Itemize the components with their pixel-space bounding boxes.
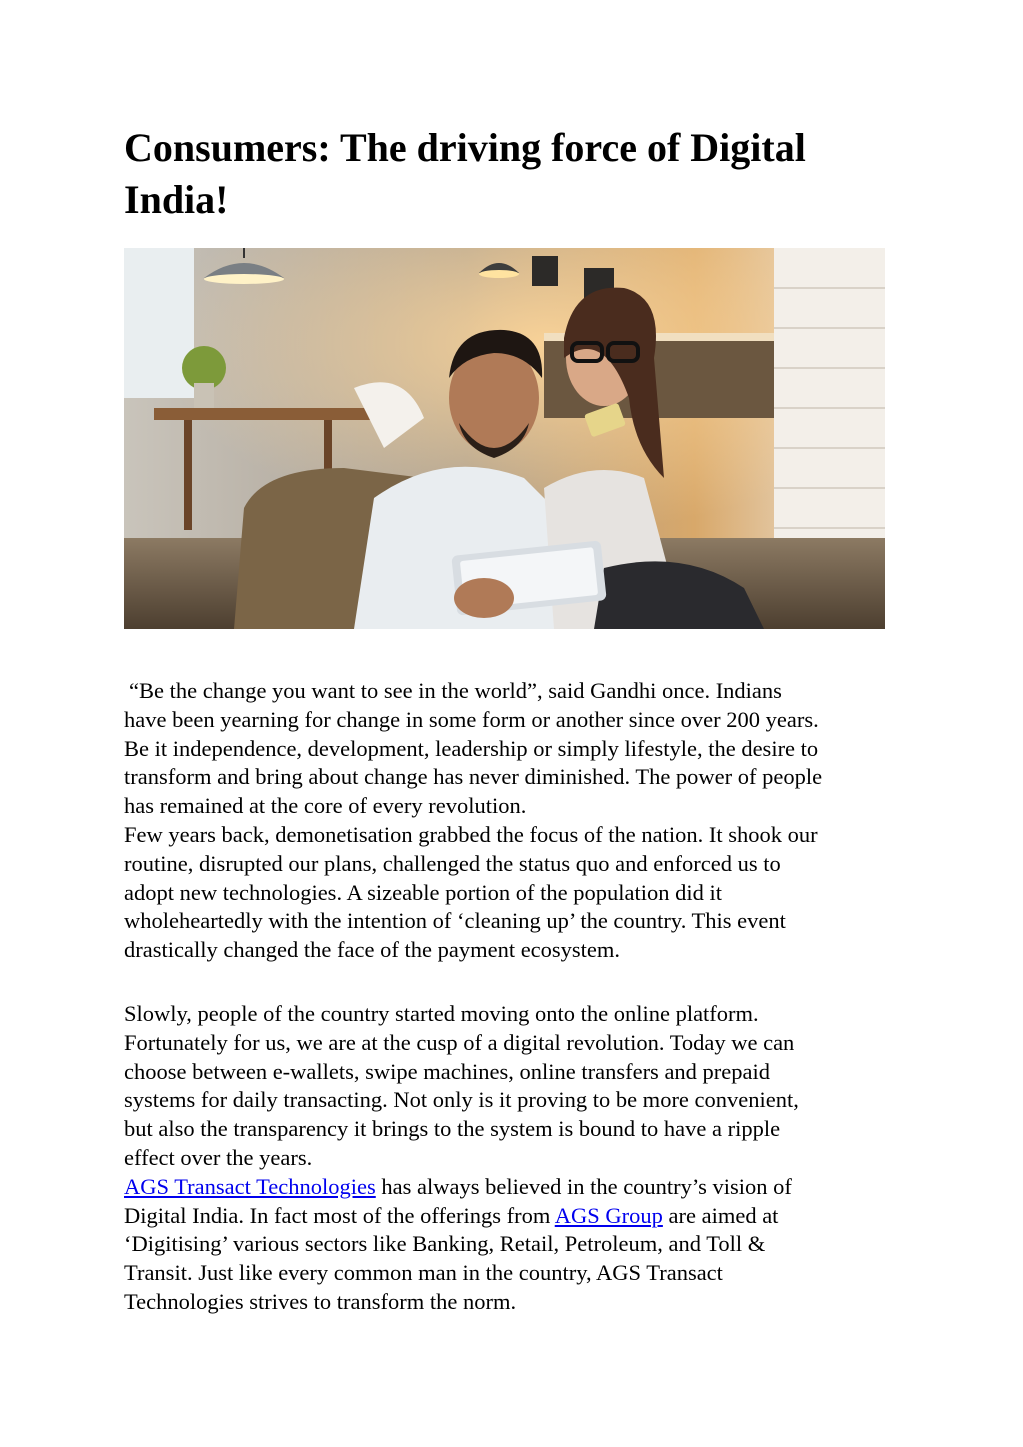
- couple-with-tablet-illustration: [124, 248, 885, 629]
- text-line: have been yearning for change in some form or another since over 200 years.: [124, 706, 819, 732]
- digital-revolution-paragraph: [124, 1000, 914, 1317]
- text-line: wholeheartedly with the intention of ‘cleaning up’ the country. This event: [124, 908, 786, 934]
- text-line: [124, 1202, 914, 1231]
- text-line: adopt new technologies. A sizeable portion of the population did it: [124, 879, 723, 905]
- ags-group-link[interactable]: AGS Group: [554, 1202, 663, 1228]
- text-line: transform and bring about change has never diminished. The power of people: [124, 764, 823, 790]
- text-line: but also the transparency it brings to the system is bound to have a ripple: [124, 1116, 781, 1142]
- text-fragment: Digital India. In fact most of the offerings from: [124, 1202, 555, 1228]
- text-line: ‘Digitising’ various sectors like Banking, Retail, Petroleum, and Toll &: [124, 1231, 766, 1257]
- text-fragment: are aimed at: [662, 1202, 779, 1228]
- text-line: systems for daily transacting. Not only is it proving to be more convenient,: [124, 1087, 799, 1113]
- text-line: choose between e-wallets, swipe machines, online transfers and prepaid: [124, 1058, 771, 1084]
- article-title: Consumers: The driving force of Digital India!: [124, 125, 806, 222]
- text-line: routine, disrupted our plans, challenged the status quo and enforced us to: [124, 850, 781, 876]
- intro-paragraph: [124, 677, 914, 965]
- text-fragment: has always believed in the country’s vision of: [375, 1173, 792, 1199]
- text-line: has remained at the core of every revolution.: [124, 793, 527, 819]
- text-line: drastically changed the face of the payment ecosystem.: [124, 937, 621, 963]
- hero-photo: [124, 248, 885, 629]
- text-line: effect over the years.: [124, 1144, 313, 1170]
- ags-transact-technologies-link[interactable]: AGS Transact Technologies: [124, 1173, 376, 1199]
- text-line: [124, 1173, 914, 1202]
- text-line: Transit. Just like every common man in the country, AGS Transact: [124, 1260, 723, 1286]
- text-line: Fortunately for us, we are at the cusp of a digital revolution. Today we can: [124, 1029, 795, 1055]
- text-line: Few years back, demonetisation grabbed the focus of the nation. It shook our: [124, 821, 818, 847]
- text-line: Technologies strives to transform the norm.: [124, 1288, 517, 1314]
- text-line: Be it independence, development, leadership or simply lifestyle, the desire to: [124, 735, 819, 761]
- text-line: “Be the change you want to see in the world”, said Gandhi once. Indians: [129, 678, 782, 703]
- text-line: Slowly, people of the country started moving onto the online platform.: [124, 1001, 759, 1026]
